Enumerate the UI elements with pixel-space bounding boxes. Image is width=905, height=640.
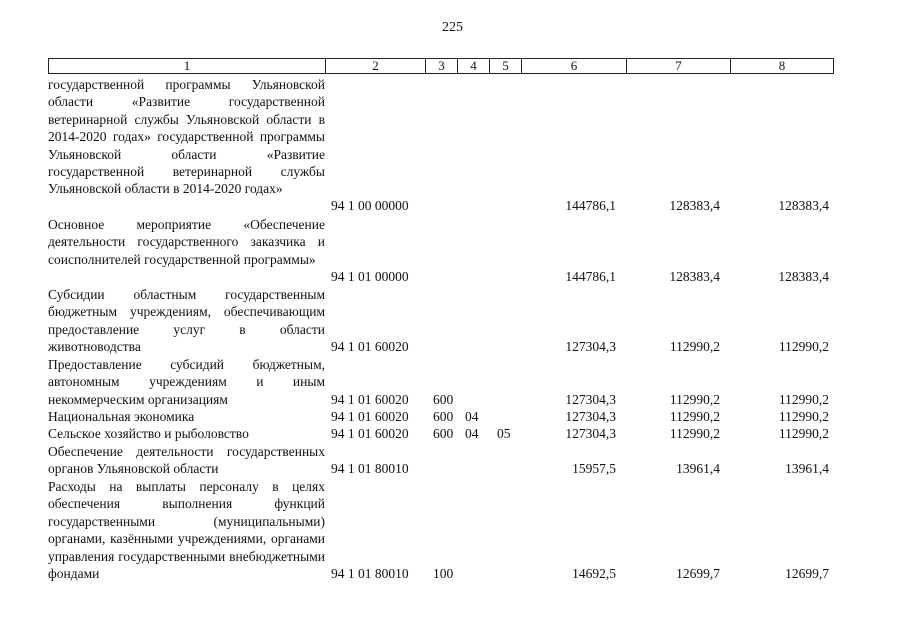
row-value-7: 128383,4 [669, 198, 720, 213]
header-col-3: 3 [426, 59, 458, 73]
row-code: 94 1 01 80010 [331, 566, 409, 581]
row-value-6: 127304,3 [565, 409, 616, 424]
row-col-3: 600 [433, 426, 454, 441]
row-code: 94 1 01 60020 [331, 339, 409, 354]
row-value-7: 112990,2 [669, 409, 720, 424]
row-value-7: 128383,4 [669, 269, 720, 284]
row-code: 94 1 00 00000 [331, 198, 409, 213]
row-value-8: 128383,4 [778, 269, 829, 284]
row-value-6: 144786,1 [565, 198, 616, 213]
row-name: Сельское хозяйство и рыболовство [48, 426, 249, 441]
row-value-7: 112990,2 [669, 426, 720, 441]
table-header [48, 58, 834, 74]
header-col-8: 8 [778, 58, 786, 73]
row-value-8: 112990,2 [778, 426, 829, 441]
row-code: 94 1 01 00000 [331, 269, 409, 284]
row-value-6: 127304,3 [565, 392, 616, 407]
header-col-4: 4 [458, 59, 490, 73]
row-code: 94 1 01 60020 [331, 392, 409, 407]
header-col-2: 2 [326, 59, 426, 73]
row-value-6: 127304,3 [565, 339, 616, 354]
row-value-6: 14692,5 [572, 566, 616, 581]
page-number: 225 [442, 20, 463, 35]
header-col-6: 6 [522, 59, 627, 73]
row-name: Расходы на выплаты персоналу в целях обеспечения выполнения функций государственными (муниципальными) органами, казёнными учреждениями, органами управления государственными внебюджетными фондами [48, 479, 325, 582]
row-value-7: 112990,2 [669, 339, 720, 354]
row-code: 94 1 01 80010 [331, 461, 409, 476]
row-value-7: 13961,4 [676, 461, 720, 476]
row-value-8: 112990,2 [778, 339, 829, 354]
row-name: Субсидии областным государственным бюджетным учреждениям, обеспечивающим предоставление услуг в области животноводства [48, 287, 325, 355]
row-value-8: 112990,2 [778, 409, 829, 424]
row-name: Национальная экономика [48, 409, 195, 424]
header-col-7: 7 [627, 59, 731, 73]
row-value-8: 13961,4 [785, 461, 829, 476]
row-col-3: 600 [433, 409, 454, 424]
row-col-4: 04 [465, 426, 479, 441]
row-value-7: 112990,2 [669, 392, 720, 407]
row-col-5: 05 [497, 426, 511, 441]
row-name: Основное мероприятие «Обеспечение деятельности государственного заказчика и соисполнителей государственной программы» [48, 217, 325, 267]
row-code: 94 1 01 60020 [331, 426, 409, 441]
header-col-5: 5 [490, 59, 522, 73]
row-col-3: 600 [433, 392, 454, 407]
row-value-6: 144786,1 [565, 269, 616, 284]
row-name: Обеспечение деятельности государственных органов Ульяновской области [48, 444, 325, 477]
row-value-8: 112990,2 [778, 392, 829, 407]
row-name: государственной программы Ульяновской области «Развитие государственной ветеринарной службы Ульяновской области в 2014-2020 годах» государственной программы Ульяновской области «Развитие государственной ветеринарной службы Ульяновской области в 2014-2020 годах» [48, 77, 325, 197]
row-value-6: 15957,5 [572, 461, 616, 476]
row-value-6: 127304,3 [565, 426, 616, 441]
row-value-8: 12699,7 [785, 566, 829, 581]
header-col-1: 1 [49, 59, 326, 73]
row-col-4: 04 [465, 409, 479, 424]
row-name: Предоставление субсидий бюджетным, автономным учреждениям и иным некоммерческим организациям [48, 357, 325, 407]
row-value-8: 128383,4 [778, 198, 829, 213]
row-col-3: 100 [433, 566, 454, 581]
row-code: 94 1 01 60020 [331, 409, 409, 424]
row-value-7: 12699,7 [676, 566, 720, 581]
